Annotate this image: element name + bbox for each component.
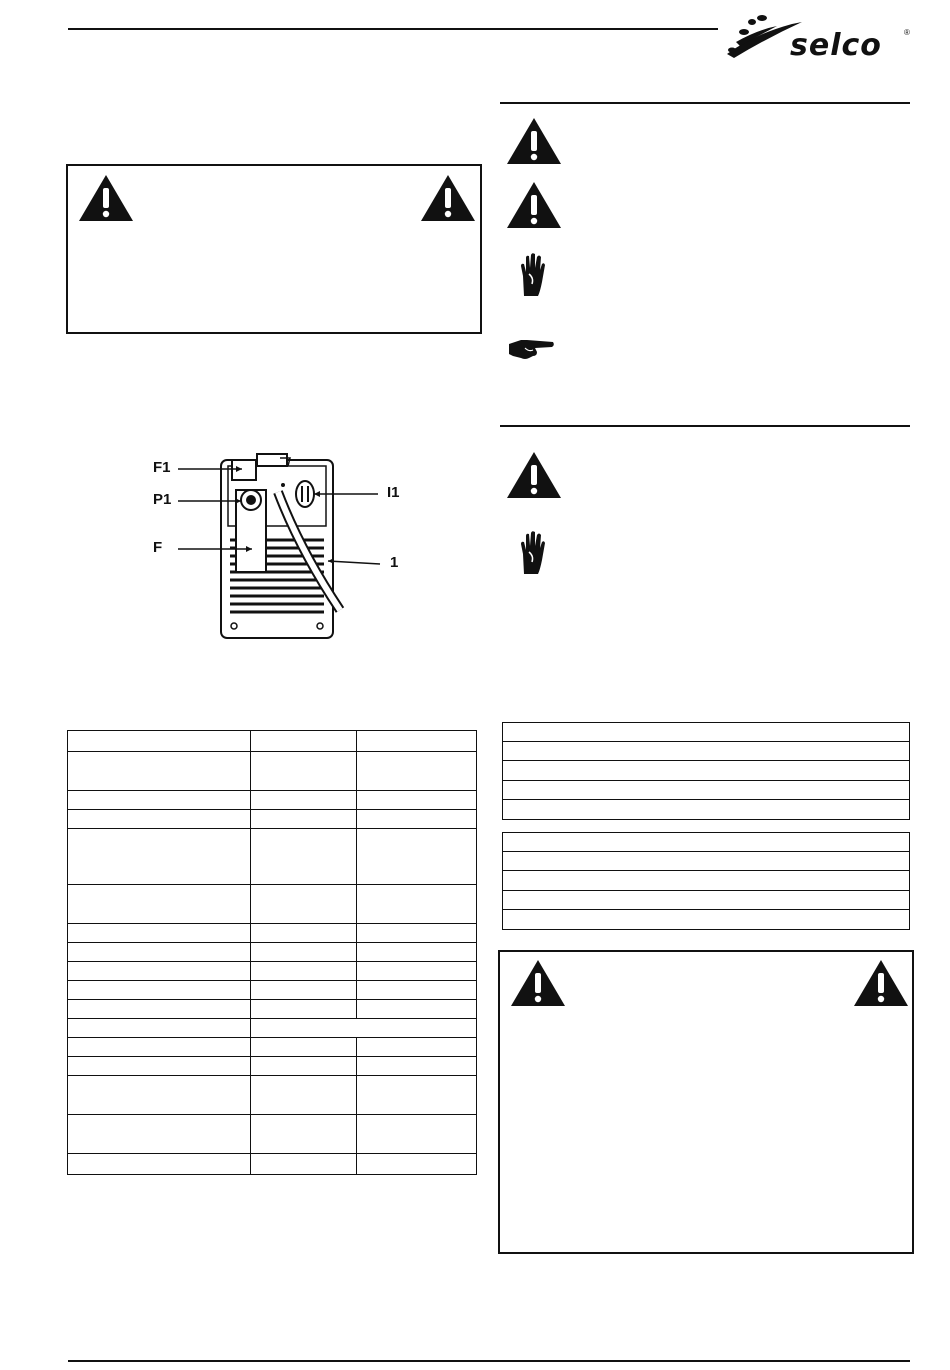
table-row: [503, 800, 909, 819]
spec-table-grid: [67, 730, 477, 1175]
table-row: [503, 723, 909, 742]
section-rule-mid: [500, 425, 910, 427]
table-cell: [357, 810, 477, 829]
pointing-hand-icon: [507, 336, 555, 362]
table-cell: [251, 1115, 357, 1154]
table-cell: [357, 1000, 477, 1019]
table-cell: [68, 1038, 251, 1057]
table-row: [503, 891, 909, 910]
table-cell: [357, 731, 477, 752]
brand-wordmark: selco: [790, 28, 882, 63]
table-cell: [357, 1038, 477, 1057]
table-cell: [68, 810, 251, 829]
section-rule-top: [500, 102, 910, 104]
table-cell: [357, 885, 477, 924]
table-row: [68, 962, 477, 981]
warning-triangle-icon: [505, 180, 563, 230]
table-cell: [68, 924, 251, 943]
table-row: [68, 1038, 477, 1057]
table-row: [503, 871, 909, 890]
label-i1: I1: [387, 484, 400, 501]
label-1: 1: [390, 554, 399, 571]
table-cell: [251, 791, 357, 810]
table-cell: [68, 1115, 251, 1154]
table-row: [68, 981, 477, 1000]
table-cell: [251, 810, 357, 829]
table-cell: [68, 981, 251, 1000]
table-cell: [357, 1057, 477, 1076]
table-cell: [251, 943, 357, 962]
table-cell: [68, 1057, 251, 1076]
table-cell: [251, 829, 357, 885]
label-f: F: [153, 539, 163, 556]
table-row: [68, 1019, 477, 1038]
table-cell: [251, 1000, 357, 1019]
left-warning-box: [66, 164, 482, 334]
table-row: [503, 910, 909, 929]
table-cell: [68, 1000, 251, 1019]
table-cell: [357, 981, 477, 1000]
selco-logo: [722, 10, 922, 65]
table-cell: [357, 1076, 477, 1115]
warning-triangle-icon: [852, 958, 910, 1008]
warning-triangle-icon: [505, 116, 563, 166]
right-table-b: [502, 832, 910, 930]
table-cell: [68, 791, 251, 810]
table-cell: [68, 731, 251, 752]
table-cell: [251, 924, 357, 943]
table-cell: [251, 1154, 357, 1175]
table-cell: [68, 1019, 251, 1038]
table-cell: [68, 752, 251, 791]
table-row: [68, 924, 477, 943]
table-row: [68, 1000, 477, 1019]
table-cell: [251, 962, 357, 981]
table-cell: [251, 731, 357, 752]
table-row: [68, 885, 477, 924]
right-table-a: [502, 722, 910, 820]
table-cell: [251, 981, 357, 1000]
table-cell: [68, 885, 251, 924]
table-row: [68, 1076, 477, 1115]
table-row: [503, 742, 909, 761]
table-cell: [251, 1019, 477, 1038]
table-cell: [357, 791, 477, 810]
warning-triangle-icon: [77, 173, 135, 223]
table-cell: [357, 943, 477, 962]
table-row: [503, 781, 909, 800]
spec-table: [67, 730, 477, 1175]
stop-hand-icon: [518, 252, 546, 298]
table-cell: [68, 1076, 251, 1115]
table-cell: [357, 962, 477, 981]
warning-triangle-icon: [419, 173, 477, 223]
stop-hand-icon: [518, 530, 546, 576]
label-p1: P1: [153, 491, 172, 508]
table-cell: [251, 1038, 357, 1057]
table-row: [68, 1057, 477, 1076]
table-row: [503, 761, 909, 780]
table-cell: [357, 752, 477, 791]
table-row: [68, 1154, 477, 1175]
warning-triangle-icon: [509, 958, 567, 1008]
table-cell: [357, 1154, 477, 1175]
table-cell: [251, 1076, 357, 1115]
table-row: [68, 731, 477, 752]
table-cell: [251, 1057, 357, 1076]
table-row: [68, 943, 477, 962]
table-row: [68, 791, 477, 810]
header-rule: [68, 28, 718, 30]
table-cell: [68, 1154, 251, 1175]
table-cell: [357, 924, 477, 943]
warning-triangle-icon: [505, 450, 563, 500]
table-cell: [357, 1115, 477, 1154]
table-row: [503, 833, 909, 852]
table-row: [68, 1115, 477, 1154]
table-cell: [357, 829, 477, 885]
right-warning-box: [498, 950, 914, 1254]
label-f1: F1: [153, 459, 171, 476]
table-cell: [68, 943, 251, 962]
table-cell: [251, 752, 357, 791]
table-row: [68, 752, 477, 791]
table-cell: [68, 829, 251, 885]
table-row: [68, 810, 477, 829]
table-cell: [251, 885, 357, 924]
registered-mark: ®: [904, 28, 910, 37]
table-row: [503, 852, 909, 871]
rear-panel-figure: [150, 450, 410, 645]
welder-rear-panel-drawing: [150, 450, 410, 645]
table-cell: [68, 962, 251, 981]
table-row: [68, 829, 477, 885]
footer-rule: [68, 1360, 910, 1362]
